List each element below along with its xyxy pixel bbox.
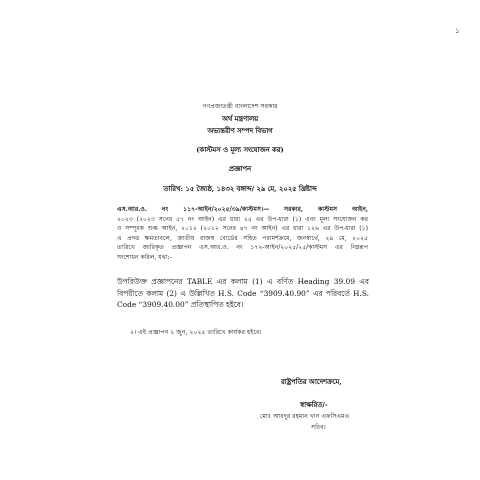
body-paragraph-1 — [117, 205, 368, 263]
paragraph-line: সংশোধন করিল, যথা:- — [117, 253, 172, 261]
paragraph-line: এ প্রদত্ত ক্ষমতাবলে, জাতীয় রাজস্ব বোর্ডের সহিত পরামর্শক্রমে, জনস্বার্থে, ২৯ মে, ২০২৫ — [117, 234, 368, 242]
paragraph-line: বিপরীতে কলাম (2) এ উল্লিখিত H.S. Code “3909.40.90” এর পরিবর্তে H.S. — [117, 288, 369, 298]
header-ministry: অর্থ মন্ত্রণালয় — [221, 115, 259, 123]
paragraph-line: তারিখে জারিকৃত প্রজ্ঞাপন এস.আর.ও. নং ১৭২-আইন/২০২৫/২৫/কাস্টমস এর নিম্নরূপ — [117, 244, 368, 252]
paragraph-line: ২০২৩ (২০২৩ সনের ৫৭ নং আইন) এর ধারা ২৫ এর উপ-ধারা (১) এবং মূল্য সংযোজন কর — [117, 215, 368, 223]
paragraph-line: Code “3909.40.00” প্রতিস্থাপিত হইবে। — [117, 300, 244, 309]
body-paragraph-2 — [117, 276, 369, 311]
signature-signed: স্বাক্ষরিত/- — [300, 401, 328, 409]
page-number: ১ — [455, 27, 460, 35]
header-government: গণপ্রজাতন্ত্রী বাংলাদেশ সরকার — [202, 103, 278, 110]
notification-date: তারিখ: ১৫ জ্যৈষ্ঠ, ১৪৩২ বঙ্গাব্দ/ ২৯ মে, ২০২৫ খ্রিষ্টাব্দ — [163, 185, 317, 193]
paragraph-line: উপরিউক্ত প্রজ্ঞাপনের TABLE এর কলাম (1) এ বর্ণিত Heading 39.09 এর — [117, 277, 369, 286]
signatory-title: সচিব। — [311, 424, 326, 431]
signatory-name: মোঃ আবদুর রহমান খান এফসিএমএ — [260, 413, 350, 420]
paragraph-line: ও সম্পূরক শুল্ক আইন, ২০১২ (২০১২ সনের ৪৭ নং আইন) এর ধারা ১২৬ এর উপ-ধারা (১) — [117, 225, 368, 233]
notification-title: প্রজ্ঞাপন — [228, 165, 252, 173]
header-wing: (কাস্টমস ও মূল্য সংযোজন কর) — [196, 146, 284, 154]
paragraph-line: এস.আর.ও. নং ১১৭-আইন/২০২৫/৩৯/কাস্টমস।— সরকার, কাস্টমস আইন, — [117, 206, 368, 213]
header-division: অভ্যন্তরীণ সম্পদ বিভাগ — [207, 127, 273, 135]
effective-date-clause: ২। এই প্রজ্ঞাপন ২ জুন, ২০২৫ তারিখে কার্যকর হইবে। — [130, 329, 262, 336]
signature-order: রাষ্ট্রপতির আদেশক্রমে, — [281, 378, 342, 386]
